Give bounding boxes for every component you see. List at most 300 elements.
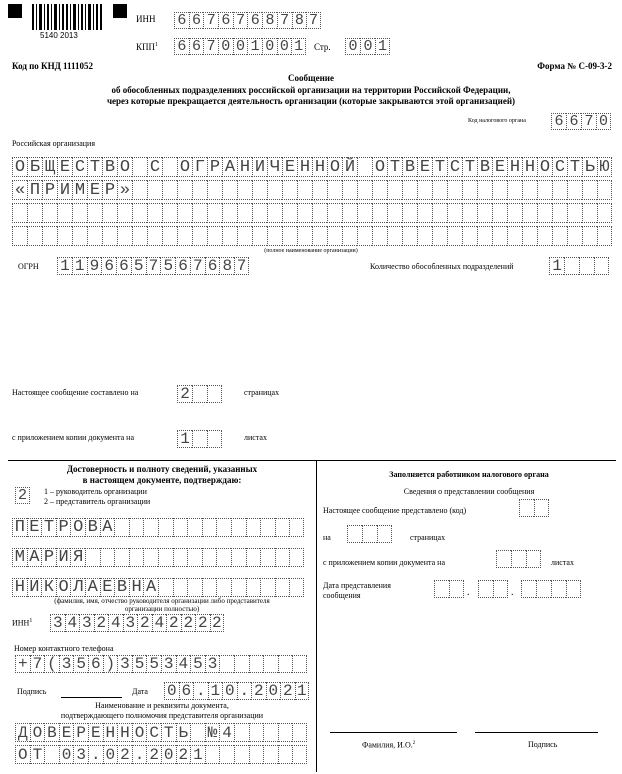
char-cell[interactable]: 5 — [146, 655, 161, 673]
char-cell[interactable]: Е — [492, 157, 507, 177]
char-cell[interactable] — [132, 226, 147, 246]
char-cell[interactable]: 0 — [345, 38, 360, 55]
char-cell[interactable]: Т — [462, 157, 477, 177]
char-cell[interactable]: 0 — [360, 38, 375, 55]
char-cell[interactable] — [237, 226, 252, 246]
char-cell[interactable]: Н — [117, 723, 132, 742]
char-cell[interactable]: 0 — [596, 113, 611, 130]
char-cell[interactable]: 7 — [146, 257, 161, 275]
signer-inn-field[interactable] — [50, 614, 224, 632]
char-cell[interactable]: 6 — [175, 257, 190, 275]
char-cell[interactable] — [477, 226, 492, 246]
char-cell[interactable]: 0 — [262, 38, 277, 55]
char-cell[interactable]: Р — [41, 548, 56, 567]
char-cell[interactable]: В — [44, 723, 59, 742]
char-cell[interactable]: 7 — [234, 257, 249, 275]
char-cell[interactable]: Ь — [582, 157, 597, 177]
char-cell[interactable] — [234, 723, 249, 742]
char-cell[interactable]: 3 — [205, 655, 220, 673]
char-cell[interactable] — [102, 226, 117, 246]
char-cell[interactable]: 0 — [233, 38, 248, 55]
char-cell[interactable]: 3 — [59, 655, 74, 673]
char-cell[interactable]: Я — [70, 548, 85, 567]
char-cell[interactable] — [537, 226, 552, 246]
char-cell[interactable]: 1 — [375, 38, 390, 55]
char-cell[interactable] — [177, 226, 192, 246]
char-cell[interactable]: 7 — [581, 113, 596, 130]
char-cell[interactable]: Т — [30, 745, 45, 764]
char-cell[interactable]: ( — [44, 655, 59, 673]
char-cell[interactable]: О — [70, 518, 85, 537]
char-cell[interactable] — [162, 226, 177, 246]
attach-field[interactable] — [177, 430, 222, 448]
char-cell[interactable] — [143, 548, 158, 567]
org-name-row-2[interactable] — [12, 180, 612, 200]
char-cell[interactable] — [526, 550, 541, 568]
submission-date-year[interactable] — [521, 580, 581, 598]
char-cell[interactable]: Й — [342, 157, 357, 177]
char-cell[interactable]: Т — [387, 157, 402, 177]
char-cell[interactable]: 6 — [189, 38, 204, 55]
char-cell[interactable] — [187, 518, 202, 537]
char-cell[interactable] — [207, 430, 222, 448]
char-cell[interactable] — [132, 157, 147, 177]
char-cell[interactable]: Б — [27, 157, 42, 177]
char-cell[interactable] — [222, 226, 237, 246]
char-cell[interactable]: С — [552, 157, 567, 177]
char-cell[interactable] — [327, 226, 342, 246]
char-cell[interactable]: 3 — [79, 614, 94, 632]
char-cell[interactable]: 6 — [205, 257, 220, 275]
char-cell[interactable] — [312, 203, 327, 223]
char-cell[interactable] — [267, 203, 282, 223]
char-cell[interactable] — [275, 518, 290, 537]
submission-attach-field[interactable] — [496, 550, 541, 568]
char-cell[interactable]: О — [15, 745, 30, 764]
char-cell[interactable] — [42, 203, 57, 223]
authority-doc-row-1[interactable] — [15, 723, 307, 742]
char-cell[interactable] — [216, 578, 231, 597]
pages-field[interactable] — [177, 385, 222, 403]
char-cell[interactable] — [216, 518, 231, 537]
authority-doc-row-2[interactable] — [15, 745, 307, 764]
char-cell[interactable]: И — [56, 548, 71, 567]
char-cell[interactable] — [114, 518, 129, 537]
char-cell[interactable] — [57, 203, 72, 223]
char-cell[interactable] — [267, 226, 282, 246]
char-cell[interactable] — [597, 226, 612, 246]
char-cell[interactable]: 8 — [262, 12, 277, 29]
char-cell[interactable] — [267, 180, 282, 200]
char-cell[interactable]: 2 — [181, 614, 196, 632]
char-cell[interactable] — [231, 548, 246, 567]
char-cell[interactable] — [402, 203, 417, 223]
char-cell[interactable]: О — [117, 157, 132, 177]
char-cell[interactable] — [246, 578, 261, 597]
char-cell[interactable] — [536, 580, 551, 598]
char-cell[interactable]: М — [12, 548, 27, 567]
char-cell[interactable]: 1 — [549, 257, 564, 275]
char-cell[interactable]: 7 — [233, 12, 248, 29]
char-cell[interactable]: И — [57, 180, 72, 200]
char-cell[interactable]: С — [447, 157, 462, 177]
char-cell[interactable]: 2 — [176, 745, 191, 764]
char-cell[interactable] — [246, 548, 261, 567]
char-cell[interactable] — [402, 180, 417, 200]
phone-field[interactable] — [15, 655, 307, 673]
char-cell[interactable]: 1 — [247, 38, 262, 55]
char-cell[interactable]: 0 — [164, 682, 179, 700]
char-cell[interactable]: С — [146, 723, 161, 742]
char-cell[interactable]: 4 — [108, 614, 123, 632]
char-cell[interactable] — [492, 180, 507, 200]
char-cell[interactable] — [402, 226, 417, 246]
char-cell[interactable]: 3 — [123, 614, 138, 632]
char-cell[interactable] — [462, 203, 477, 223]
char-cell[interactable] — [117, 203, 132, 223]
char-cell[interactable]: 1 — [177, 430, 192, 448]
char-cell[interactable] — [114, 548, 129, 567]
char-cell[interactable] — [582, 226, 597, 246]
char-cell[interactable] — [567, 226, 582, 246]
char-cell[interactable]: . — [88, 745, 103, 764]
char-cell[interactable] — [234, 745, 249, 764]
char-cell[interactable]: 1 — [208, 682, 223, 700]
char-cell[interactable]: 2 — [280, 682, 295, 700]
char-cell[interactable] — [292, 655, 307, 673]
char-cell[interactable] — [462, 180, 477, 200]
char-cell[interactable] — [173, 578, 188, 597]
char-cell[interactable] — [432, 203, 447, 223]
char-cell[interactable] — [537, 203, 552, 223]
char-cell[interactable] — [275, 548, 290, 567]
org-name-row-4[interactable] — [12, 226, 612, 246]
char-cell[interactable] — [207, 180, 222, 200]
char-cell[interactable] — [432, 180, 447, 200]
char-cell[interactable]: 3 — [50, 614, 65, 632]
char-cell[interactable] — [87, 203, 102, 223]
char-cell[interactable] — [219, 655, 234, 673]
char-cell[interactable] — [492, 226, 507, 246]
char-cell[interactable] — [582, 180, 597, 200]
char-cell[interactable] — [147, 203, 162, 223]
char-cell[interactable] — [222, 203, 237, 223]
char-cell[interactable]: 0 — [218, 38, 233, 55]
char-cell[interactable] — [519, 499, 534, 517]
char-cell[interactable] — [252, 226, 267, 246]
char-cell[interactable]: 6 — [174, 12, 189, 29]
char-cell[interactable]: 0 — [222, 682, 237, 700]
char-cell[interactable]: Д — [15, 723, 30, 742]
char-cell[interactable]: О — [30, 723, 45, 742]
char-cell[interactable]: 6 — [174, 38, 189, 55]
char-cell[interactable] — [492, 203, 507, 223]
char-cell[interactable] — [158, 518, 173, 537]
char-cell[interactable] — [158, 578, 173, 597]
char-cell[interactable] — [372, 203, 387, 223]
char-cell[interactable]: 5 — [160, 257, 175, 275]
char-cell[interactable] — [205, 745, 220, 764]
submission-pages-field[interactable] — [347, 525, 392, 543]
char-cell[interactable]: » — [117, 180, 132, 200]
char-cell[interactable] — [192, 226, 207, 246]
char-cell[interactable] — [207, 226, 222, 246]
char-cell[interactable] — [249, 745, 264, 764]
char-cell[interactable] — [327, 203, 342, 223]
char-cell[interactable]: 6 — [189, 12, 204, 29]
surname-field[interactable] — [12, 518, 304, 537]
char-cell[interactable] — [477, 203, 492, 223]
char-cell[interactable] — [478, 580, 493, 598]
char-cell[interactable]: Е — [100, 578, 115, 597]
char-cell[interactable] — [289, 548, 304, 567]
char-cell[interactable] — [187, 578, 202, 597]
char-cell[interactable] — [100, 548, 115, 567]
org-name-row-1[interactable] — [12, 157, 612, 177]
char-cell[interactable] — [507, 203, 522, 223]
char-cell[interactable]: « — [12, 180, 27, 200]
char-cell[interactable] — [85, 548, 100, 567]
char-cell[interactable]: 2 — [117, 745, 132, 764]
char-cell[interactable] — [312, 226, 327, 246]
char-cell[interactable]: 2 — [137, 614, 152, 632]
char-cell[interactable] — [173, 518, 188, 537]
char-cell[interactable]: Е — [88, 723, 103, 742]
char-cell[interactable]: ) — [103, 655, 118, 673]
ogrn-field[interactable] — [57, 257, 249, 275]
char-cell[interactable] — [192, 180, 207, 200]
char-cell[interactable]: 1 — [190, 745, 205, 764]
char-cell[interactable] — [342, 203, 357, 223]
char-cell[interactable]: К — [41, 578, 56, 597]
char-cell[interactable]: 6 — [247, 12, 262, 29]
char-cell[interactable]: 9 — [87, 257, 102, 275]
char-cell[interactable] — [219, 745, 234, 764]
char-cell[interactable] — [249, 723, 264, 742]
char-cell[interactable]: Щ — [42, 157, 57, 177]
char-cell[interactable] — [292, 723, 307, 742]
char-cell[interactable]: 0 — [59, 745, 74, 764]
char-cell[interactable]: 7 — [277, 12, 292, 29]
char-cell[interactable]: 7 — [203, 38, 218, 55]
char-cell[interactable] — [551, 580, 566, 598]
char-cell[interactable] — [594, 257, 609, 275]
char-cell[interactable] — [522, 180, 537, 200]
char-cell[interactable]: 6 — [179, 682, 194, 700]
char-cell[interactable] — [187, 548, 202, 567]
char-cell[interactable]: Р — [207, 157, 222, 177]
char-cell[interactable]: В — [102, 157, 117, 177]
char-cell[interactable]: 2 — [15, 487, 30, 504]
char-cell[interactable] — [357, 203, 372, 223]
char-cell[interactable] — [357, 226, 372, 246]
char-cell[interactable]: 8 — [292, 12, 307, 29]
char-cell[interactable]: Е — [417, 157, 432, 177]
char-cell[interactable] — [234, 655, 249, 673]
char-cell[interactable]: Т — [161, 723, 176, 742]
char-cell[interactable]: П — [12, 518, 27, 537]
char-cell[interactable] — [347, 525, 362, 543]
char-cell[interactable]: 6 — [551, 113, 566, 130]
char-cell[interactable]: 2 — [94, 614, 109, 632]
char-cell[interactable] — [521, 580, 536, 598]
char-cell[interactable]: О — [177, 157, 192, 177]
char-cell[interactable]: В — [114, 578, 129, 597]
char-cell[interactable]: Н — [297, 157, 312, 177]
char-cell[interactable] — [129, 548, 144, 567]
char-cell[interactable] — [387, 203, 402, 223]
org-name-row-3[interactable] — [12, 203, 612, 223]
char-cell[interactable]: А — [85, 578, 100, 597]
signature-line[interactable] — [61, 697, 122, 698]
char-cell[interactable] — [12, 203, 27, 223]
char-cell[interactable]: 6 — [218, 12, 233, 29]
char-cell[interactable] — [462, 226, 477, 246]
char-cell[interactable] — [552, 226, 567, 246]
char-cell[interactable] — [42, 226, 57, 246]
char-cell[interactable]: С — [147, 157, 162, 177]
char-cell[interactable] — [417, 203, 432, 223]
char-cell[interactable]: 6 — [116, 257, 131, 275]
char-cell[interactable] — [372, 226, 387, 246]
char-cell[interactable]: 5 — [190, 655, 205, 673]
char-cell[interactable] — [117, 226, 132, 246]
char-cell[interactable]: Н — [237, 157, 252, 177]
char-cell[interactable]: 5 — [131, 257, 146, 275]
kpp-field[interactable] — [174, 38, 306, 55]
char-cell[interactable]: 1 — [295, 682, 310, 700]
char-cell[interactable] — [237, 180, 252, 200]
char-cell[interactable] — [282, 180, 297, 200]
char-cell[interactable] — [162, 157, 177, 177]
char-cell[interactable] — [567, 203, 582, 223]
char-cell[interactable] — [263, 745, 278, 764]
char-cell[interactable] — [129, 518, 144, 537]
char-cell[interactable] — [449, 580, 464, 598]
char-cell[interactable] — [564, 257, 579, 275]
char-cell[interactable] — [207, 203, 222, 223]
char-cell[interactable] — [387, 226, 402, 246]
char-cell[interactable] — [192, 430, 207, 448]
char-cell[interactable]: А — [100, 518, 115, 537]
char-cell[interactable]: А — [27, 548, 42, 567]
char-cell[interactable] — [289, 518, 304, 537]
char-cell[interactable]: И — [252, 157, 267, 177]
char-cell[interactable] — [387, 180, 402, 200]
char-cell[interactable]: 7 — [203, 12, 218, 29]
char-cell[interactable] — [552, 180, 567, 200]
char-cell[interactable] — [493, 580, 508, 598]
char-cell[interactable] — [202, 548, 217, 567]
char-cell[interactable]: 3 — [161, 655, 176, 673]
char-cell[interactable] — [297, 180, 312, 200]
char-cell[interactable]: 0 — [277, 38, 292, 55]
char-cell[interactable] — [192, 203, 207, 223]
char-cell[interactable]: 1 — [57, 257, 72, 275]
char-cell[interactable] — [252, 203, 267, 223]
char-cell[interactable]: 1 — [291, 38, 306, 55]
char-cell[interactable]: Ю — [597, 157, 612, 177]
char-cell[interactable]: А — [143, 578, 158, 597]
char-cell[interactable] — [278, 723, 293, 742]
char-cell[interactable] — [27, 226, 42, 246]
char-cell[interactable] — [72, 226, 87, 246]
char-cell[interactable]: Н — [129, 578, 144, 597]
char-cell[interactable] — [552, 203, 567, 223]
char-cell[interactable] — [417, 180, 432, 200]
char-cell[interactable] — [132, 180, 147, 200]
char-cell[interactable]: С — [72, 157, 87, 177]
char-cell[interactable]: 2 — [177, 385, 192, 403]
char-cell[interactable]: П — [27, 180, 42, 200]
submission-date-day[interactable] — [434, 580, 464, 598]
page-field[interactable] — [345, 38, 390, 55]
char-cell[interactable] — [132, 203, 147, 223]
char-cell[interactable] — [342, 226, 357, 246]
char-cell[interactable] — [222, 180, 237, 200]
branches-field[interactable] — [549, 257, 609, 275]
char-cell[interactable] — [597, 203, 612, 223]
char-cell[interactable]: Т — [567, 157, 582, 177]
char-cell[interactable]: О — [56, 578, 71, 597]
char-cell[interactable] — [44, 745, 59, 764]
char-cell[interactable]: В — [402, 157, 417, 177]
char-cell[interactable] — [297, 226, 312, 246]
char-cell[interactable] — [434, 580, 449, 598]
char-cell[interactable]: А — [222, 157, 237, 177]
char-cell[interactable] — [282, 226, 297, 246]
char-cell[interactable] — [496, 550, 511, 568]
char-cell[interactable]: 2 — [251, 682, 266, 700]
char-cell[interactable] — [522, 203, 537, 223]
date-field[interactable] — [164, 682, 309, 700]
char-cell[interactable] — [377, 525, 392, 543]
char-cell[interactable] — [282, 203, 297, 223]
char-cell[interactable] — [327, 180, 342, 200]
char-cell[interactable]: Л — [70, 578, 85, 597]
submission-code-field[interactable] — [519, 499, 549, 517]
char-cell[interactable] — [147, 226, 162, 246]
char-cell[interactable]: 4 — [176, 655, 191, 673]
char-cell[interactable]: 4 — [65, 614, 80, 632]
char-cell[interactable]: Е — [59, 723, 74, 742]
char-cell[interactable]: Т — [432, 157, 447, 177]
char-cell[interactable] — [477, 180, 492, 200]
char-cell[interactable] — [87, 226, 102, 246]
char-cell[interactable] — [582, 203, 597, 223]
char-cell[interactable] — [289, 578, 304, 597]
char-cell[interactable]: О — [327, 157, 342, 177]
char-cell[interactable] — [597, 180, 612, 200]
official-fio-line[interactable] — [330, 732, 457, 733]
char-cell[interactable]: Т — [41, 518, 56, 537]
char-cell[interactable]: Р — [56, 518, 71, 537]
char-cell[interactable] — [537, 180, 552, 200]
char-cell[interactable] — [162, 203, 177, 223]
char-cell[interactable] — [249, 655, 264, 673]
char-cell[interactable] — [447, 180, 462, 200]
char-cell[interactable] — [447, 203, 462, 223]
char-cell[interactable]: 2 — [166, 614, 181, 632]
char-cell[interactable] — [162, 180, 177, 200]
char-cell[interactable]: 5 — [132, 655, 147, 673]
char-cell[interactable]: 0 — [266, 682, 281, 700]
char-cell[interactable] — [231, 578, 246, 597]
char-cell[interactable] — [342, 180, 357, 200]
char-cell[interactable] — [216, 548, 231, 567]
char-cell[interactable] — [579, 257, 594, 275]
char-cell[interactable] — [534, 499, 549, 517]
